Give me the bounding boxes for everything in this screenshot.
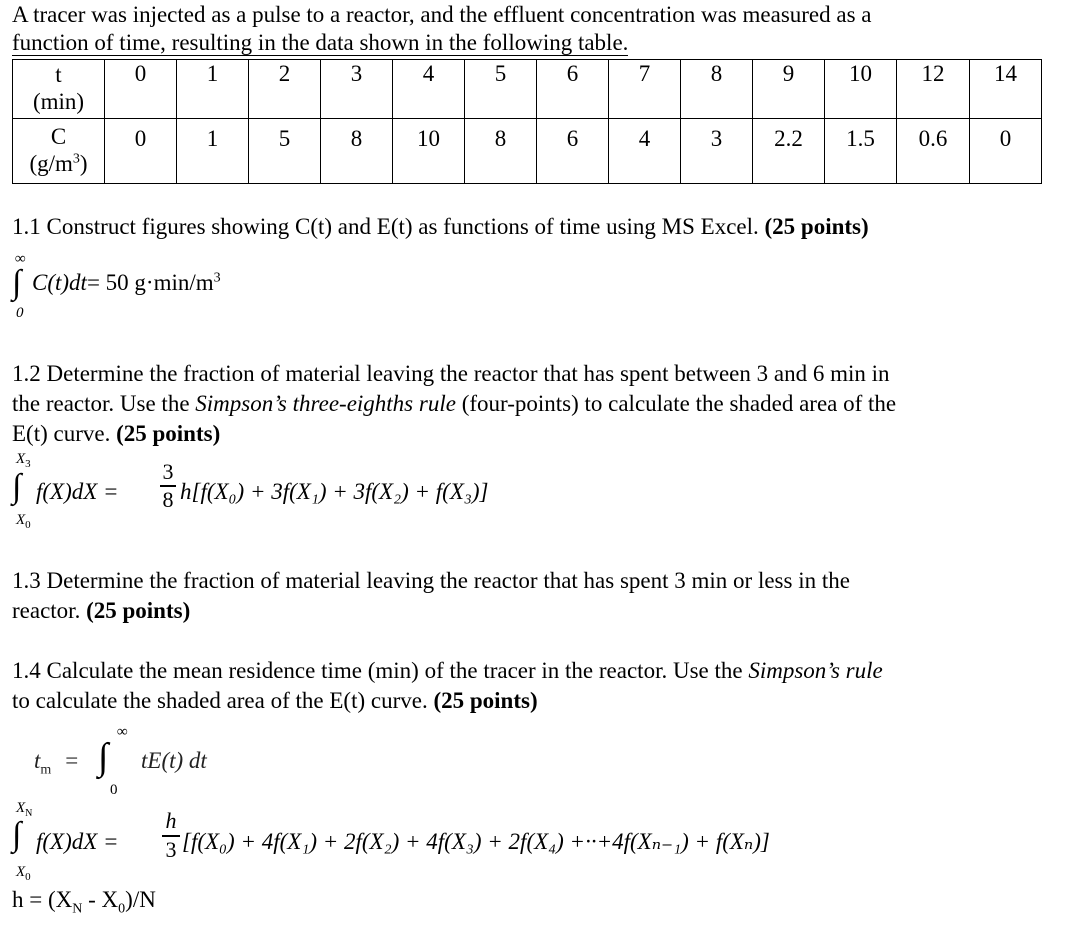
- q2-points: (25 points): [116, 421, 221, 446]
- tm-integral-lower: 0: [110, 782, 118, 798]
- concentration-cell: 2.2: [753, 119, 825, 184]
- intro-line-1: A tracer was injected as a pulse to a reactor, and the effluent concentration was measured as a: [12, 2, 872, 27]
- time-cell: 14: [970, 60, 1042, 119]
- concentration-cell: 3: [681, 119, 753, 184]
- q1-integral-lower: 0: [16, 305, 24, 321]
- concentration-cell: 0: [970, 119, 1042, 184]
- q2-equation-lhs: f(X)dX =: [36, 479, 119, 504]
- q4-fraction-denominator: 3: [165, 837, 177, 862]
- intro-line-2-text: function of time, resulting in the data shown in the following table.: [12, 30, 629, 55]
- q2-integral-lower: $X_0$: [16, 512, 31, 531]
- q2-line-3: E(t) curve. (25 points): [12, 421, 221, 446]
- concentration-cell: 1: [177, 119, 249, 184]
- q2-equation-rhs: h[f(X₀) + 3f(X₁) + 3f(X₂) + f(X₃)]: [180, 479, 489, 504]
- q3-line-1: 1.3 Determine the fraction of material leaving the reactor that has spent 3 min or less in the: [12, 568, 850, 593]
- q2-line-2: the reactor. Use the Simpson’s three-eighths rule (four-points) to calculate the shaded area of the: [12, 391, 897, 416]
- tm-integral-upper: ∞: [117, 724, 128, 740]
- concentration-cell: 8: [465, 119, 537, 184]
- time-cell: 6: [537, 60, 609, 119]
- q4-equation-rhs: [f(X₀) + 4f(X₁) + 2f(X₂) + 4f(X₃) + 2f(X₄) +··+4f(Xₙ₋₁) + f(Xₙ)]: [182, 829, 770, 854]
- q4-integral-sign: ∫: [12, 816, 22, 853]
- q4-equation-lhs: f(X)dX =: [36, 829, 119, 854]
- time-row-header: [13, 60, 105, 119]
- concentration-cell: 0.6: [897, 119, 970, 184]
- q2-fraction-numerator: 3: [162, 459, 174, 484]
- data-table: [12, 59, 1042, 184]
- q1-integral-sign: ∫: [12, 264, 22, 301]
- q1-equation: C(t)dt= 50 $g\cdot\min/m^3$: [32, 270, 221, 295]
- time-cell: 0: [105, 60, 177, 119]
- time-cell: 3: [321, 60, 393, 119]
- q4-fraction-numerator: h: [165, 808, 177, 833]
- time-unit: (min): [32, 89, 85, 114]
- q2-integral-upper: $X_3$: [16, 451, 31, 470]
- time-cell: 5: [465, 60, 537, 119]
- q4-integral-lower: $X_0$: [16, 864, 31, 883]
- tm-lhs: $t_m$ =: [34, 748, 79, 778]
- q1-points: (25 points): [764, 214, 869, 239]
- concentration-unit: $(g/m^3)$: [29, 151, 88, 176]
- concentration-cell: 6: [537, 119, 609, 184]
- concentration-cell: 5: [249, 119, 321, 184]
- q4-integral-upper: $X_N$: [16, 800, 33, 819]
- q4-line-2: to calculate the shaded area of the E(t) curve. (25 points): [12, 688, 538, 713]
- time-cell: 10: [825, 60, 897, 119]
- time-cell: 1: [177, 60, 249, 119]
- time-cell: 9: [753, 60, 825, 119]
- concentration-label: C: [50, 124, 67, 149]
- concentration-cell: 0: [105, 119, 177, 184]
- intro-line-2: [12, 28, 628, 58]
- time-cell: 2: [249, 60, 321, 119]
- time-label: t: [55, 62, 62, 87]
- q1-integral-upper: ∞: [15, 251, 26, 267]
- q3-points: (25 points): [86, 598, 191, 623]
- tm-integrand: tE(t) dt: [141, 748, 207, 773]
- concentration-cell: 1.5: [825, 119, 897, 184]
- q2-line-1: 1.2 Determine the fraction of material leaving the reactor that has spent between 3 and 6 min in: [12, 361, 890, 386]
- q2-integral-sign: ∫: [12, 468, 22, 505]
- time-row: [13, 60, 1042, 119]
- time-cell: 8: [681, 60, 753, 119]
- q3-line-2: reactor. (25 points): [12, 598, 191, 623]
- concentration-cell: 10: [393, 119, 465, 184]
- q4-points: (25 points): [433, 688, 538, 713]
- concentration-cell: 8: [321, 119, 393, 184]
- tm-integral-sign: ∫: [98, 736, 109, 778]
- q1-text: 1.1 Construct figures showing C(t) and E(t) as functions of time using MS Excel. (25 points): [12, 214, 869, 239]
- concentration-cell: 4: [609, 119, 681, 184]
- time-cell: 12: [897, 60, 970, 119]
- time-cell: 7: [609, 60, 681, 119]
- concentration-row: [13, 119, 1042, 184]
- q2-fraction-denominator: 8: [162, 487, 174, 512]
- concentration-row-header: [13, 119, 105, 184]
- q4-line-1: 1.4 Calculate the mean residence time (min) of the tracer in the reactor. Use the Simpson’s rule: [12, 658, 883, 683]
- time-cell: 4: [393, 60, 465, 119]
- h-definition: $h = (X_N - X_0)/N$: [12, 887, 156, 917]
